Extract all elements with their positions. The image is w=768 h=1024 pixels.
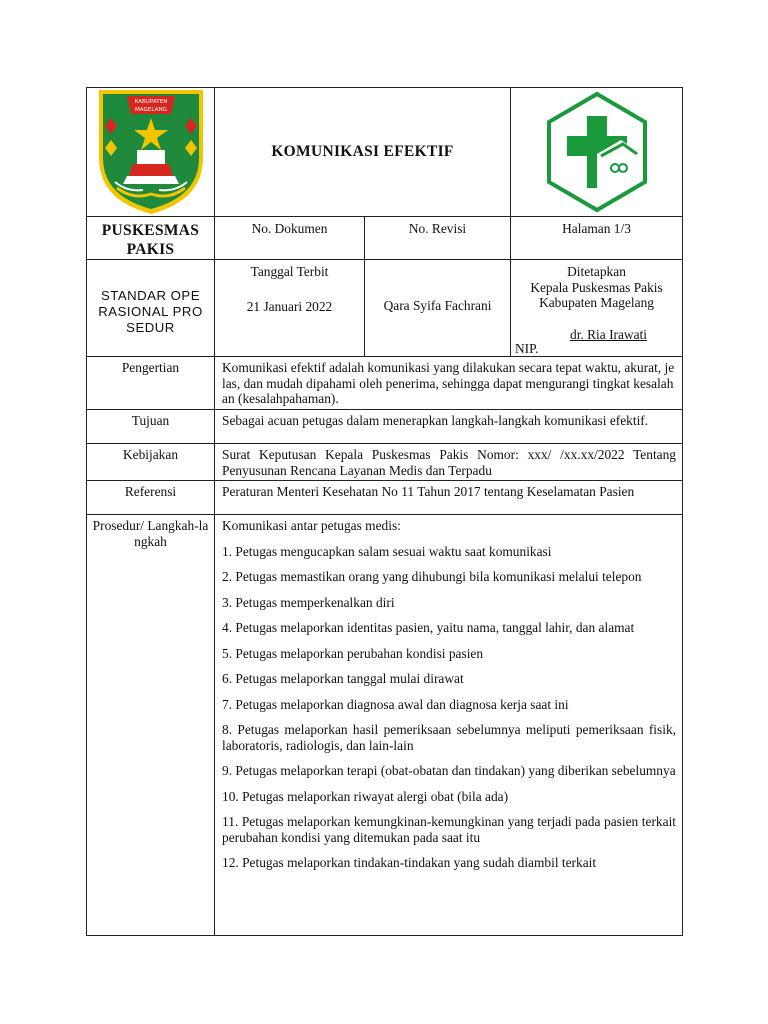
sop-document <box>86 87 682 930</box>
pengertian-label: Pengertian <box>87 357 215 410</box>
approval-org: Kepala Puskesmas Pakis <box>530 279 663 295</box>
page-label: Halaman 1/3 <box>511 217 683 260</box>
puskesmas-logo-cell <box>511 88 683 217</box>
prosedur-label: Prosedur/ Langkah-langkah <box>87 515 215 936</box>
referensi-label: Referensi <box>87 481 215 515</box>
issue-date-value: 21 Januari 2022 <box>246 298 333 314</box>
procedure-step: 8. Petugas melaporkan hasil pemeriksaan sebelumnya meliputi pemeriksaan fisik, laboratoris, radiologis, dan lain-lain <box>222 722 677 753</box>
tujuan-label: Tujuan <box>87 410 215 444</box>
organization-name: PUSKESMAS PAKIS <box>87 217 215 260</box>
procedure-step: 2. Petugas memastikan orang yang dihubungi bila komunikasi melalui telepon <box>222 569 642 584</box>
procedure-step: 11. Petugas melaporkan kemungkinan-kemungkinan yang terjadi pada pasien terkait perubahan kondisi yang ditemukan pada saat itu <box>222 814 677 845</box>
kebijakan-label: Kebijakan <box>87 444 215 481</box>
emblem-text-kabupaten: KABUPATEN <box>134 99 168 105</box>
sop-table <box>86 87 683 936</box>
kebijakan-text: Surat Keputusan Kepala Puskesmas Pakis Nomor: xxx/ /xx.xx/2022 Tentang Penyusunan Rencana Layanan Medis dan Terpadu <box>215 444 683 481</box>
sop-label: STANDAR OPE RASIONAL PRO SEDUR <box>87 260 215 357</box>
procedure-step: 3. Petugas memperkenalkan diri <box>222 594 395 610</box>
procedure-step: 10. Petugas melaporkan riwayat alergi obat (bila ada) <box>222 788 509 804</box>
procedure-step: 6. Petugas melaporkan tanggal mulai dirawat <box>222 671 464 686</box>
approver-name: dr. Ria Irawati <box>570 326 647 342</box>
procedure-step: 4. Petugas melaporkan identitas pasien, yaitu nama, tanggal lahir, dan alamat <box>222 620 635 635</box>
pengertian-text: Komunikasi efektif adalah komunikasi yang dilakukan secara tepat waktu, akurat, jelas, dan mudah dipahami oleh penerima, sehingga dapat mengurangi tingkat kesalahan (kesalahpahaman). <box>215 357 683 410</box>
issue-date-cell <box>215 260 365 357</box>
procedure-step: 9. Petugas melaporkan terapi (obat-obatan dan tindakan) yang diberikan sebelumnya <box>222 763 676 778</box>
procedure-step: 12. Petugas melaporkan tindakan-tindakan yang sudah diambil terkait <box>222 855 597 870</box>
approval-cell <box>511 260 683 357</box>
doc-number-label: No. Dokumen <box>215 217 365 260</box>
tujuan-text: Sebagai acuan petugas dalam menerapkan langkah-langkah komunikasi efektif. <box>215 410 683 444</box>
procedure-step: 1. Petugas mengucapkan salam sesuai waktu saat komunikasi <box>222 543 552 559</box>
approval-region: Kabupaten Magelang <box>539 295 654 310</box>
puskesmas-logo-icon <box>511 88 683 216</box>
kabupaten-magelang-emblem-icon <box>87 88 215 216</box>
author-name: Qara Syifa Fachrani <box>365 260 511 357</box>
revision-label: No. Revisi <box>365 217 511 260</box>
document-title: KOMUNIKASI EFEKTIF <box>215 88 511 217</box>
nip-label: NIP. <box>515 340 539 356</box>
prosedur-intro: Komunikasi antar petugas medis: <box>222 518 401 533</box>
procedure-step: 7. Petugas melaporkan diagnosa awal dan diagnosa kerja saat ini <box>222 696 569 712</box>
regency-emblem-cell <box>87 88 215 217</box>
issue-date-label: Tanggal Terbit <box>250 264 329 279</box>
referensi-text: Peraturan Menteri Kesehatan No 11 Tahun 2017 tentang Keselamatan Pasien <box>215 481 683 515</box>
procedure-step: 5. Petugas melaporkan perubahan kondisi pasien <box>222 645 484 661</box>
prosedur-content <box>215 515 683 936</box>
emblem-text-magelang: MAGELANG <box>134 107 168 113</box>
approval-heading: Ditetapkan <box>567 264 626 279</box>
